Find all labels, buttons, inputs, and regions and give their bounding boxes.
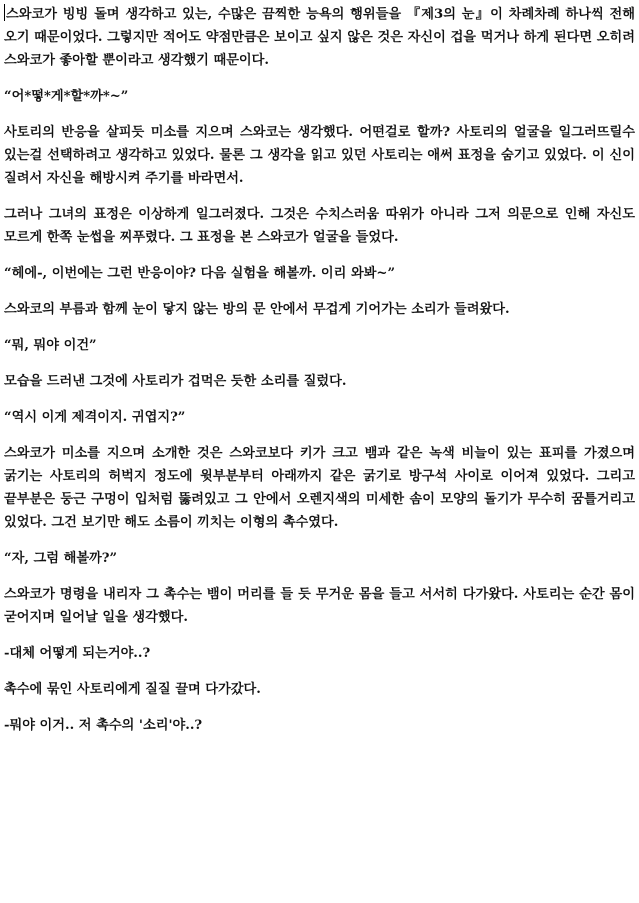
paragraph-12: 스와코가 명령을 내리자 그 촉수는 뱀이 머리를 들 듯 무거운 몸을 들고 서서히 다가왔다. 사토리는 순간 몸이 굳어지며 일어날 일을 생각했다. [4, 587, 635, 625]
document-body [4, 0, 635, 750]
paragraph-11: “자, 그럼 해볼까?” [4, 551, 118, 566]
paragraph-7: “뭐, 뭐야 이건” [4, 338, 97, 353]
paragraph-6: 스와코의 부름과 함께 눈이 닿지 않는 방의 문 안에서 무겁게 기어가는 소리가 들려왔다. [4, 302, 510, 317]
text-cursor [4, 4, 5, 21]
paragraph-15: -뭐야 이거.. 저 촉수의 '소리'야..? [4, 718, 203, 733]
paragraph-3: 사토리의 반응을 살피듯 미소를 지으며 스와코는 생각했다. 어떤걸로 할까? 사토리의 얼굴을 일그러뜨릴수 있는걸 선택하려고 생각하고 있었다. 물론 그 생각을 읽고 있던 사토리는 애써 표정을 숨기고 있었다. 이 신이 질려서 자신을 해방시켜 주기를 바라면서. [4, 125, 635, 186]
paragraph-1 [4, 3, 635, 72]
paragraph-8: 모습을 드러낸 그것에 사토리가 겁먹은 듯한 소리를 질렀다. [4, 374, 347, 389]
paragraph-1-text: 스와코가 빙빙 돌며 생각하고 있는, 수많은 끔찍한 능욕의 행위들을 『제3의 눈』이 차례차례 하나씩 전해 오기 때문이었다. 그렇지만 적어도 약점만큼은 보이고 싶지 않은 것은 자신이 겁을 먹거나 하게 된다면 오히려 스와코가 좋아할 뿐이라고 생각했기 때문이다. [4, 7, 635, 68]
paragraph-10: 스와코가 미소를 지으며 소개한 것은 스와코보다 키가 크고 뱀과 같은 녹색 비늘이 있는 표피를 가졌으며 굵기는 사토리의 허벅지 정도에 윗부분부터 아래까지 같은 굵기로 방구석 사이로 이어져 있었다. 그리고 끝부분은 둥근 구멍이 입처럼 뚫려있고 그 안에서 오렌지색의 미세한 솜이 모양의 돌기가 무수히 꿈틀거리고 있었다. 그건 보기만 해도 소름이 끼치는 이형의 촉수였다. [4, 446, 635, 530]
paragraph-9: “역시 이게 제격이지. 귀엽지?” [4, 410, 186, 425]
paragraph-13: -대체 어떻게 되는거야..? [4, 646, 151, 661]
paragraph-4: 그러나 그녀의 표정은 이상하게 일그러졌다. 그것은 수치스러움 따위가 아니라 그저 의문으로 인해 자신도 모르게 한쪽 눈썹을 찌푸렸다. 그 표정을 본 스와코가 얼굴을 들었다. [4, 207, 635, 245]
paragraph-5: “헤에-, 이번에는 그런 반응이야? 다음 실험을 해볼까. 이리 와봐~” [4, 266, 396, 281]
paragraph-14: 촉수에 묶인 사토리에게 질질 끌며 다가갔다. [4, 682, 261, 697]
paragraph-2: “어*떻*게*할*까*~” [4, 89, 129, 104]
